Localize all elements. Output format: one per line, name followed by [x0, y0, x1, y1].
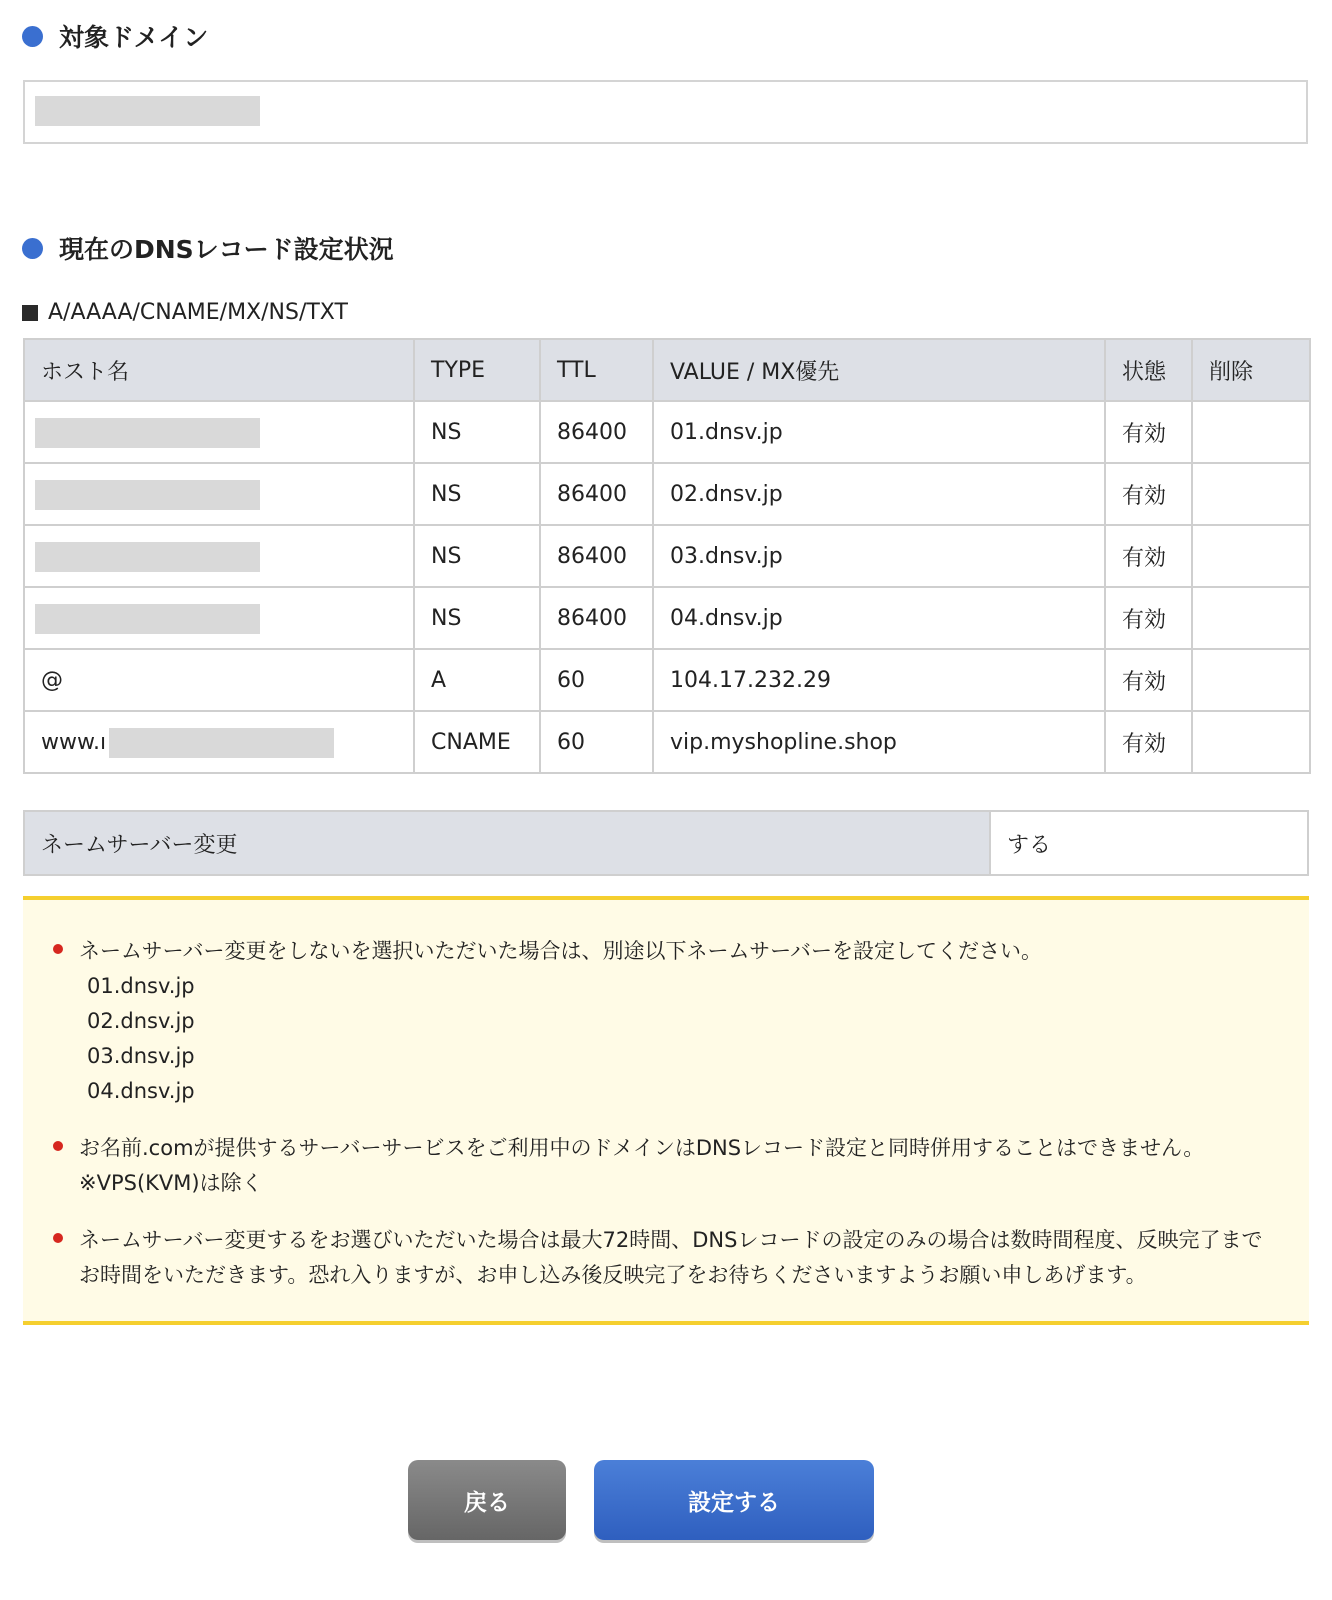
type-cell: A [414, 649, 540, 711]
status-cell: 有効 [1105, 401, 1192, 463]
bullet-dot-icon [22, 26, 43, 47]
delete-cell [1192, 463, 1310, 525]
host-cell: @ [24, 649, 414, 711]
value-cell: 01.dnsv.jp [653, 401, 1105, 463]
table-header-row [24, 339, 1310, 401]
status-cell: 有効 [1105, 525, 1192, 587]
record-types-label [22, 300, 348, 325]
notice-item [53, 1131, 1279, 1201]
ttl-cell: 86400 [540, 463, 653, 525]
host-cell [24, 711, 414, 773]
value-cell: 03.dnsv.jp [653, 525, 1105, 587]
header-type: TYPE [414, 339, 540, 401]
square-bullet-icon [22, 305, 38, 321]
header-ttl: TTL [540, 339, 653, 401]
host-cell [24, 525, 414, 587]
nameserver-3: 03.dnsv.jp [87, 1044, 195, 1068]
redacted-host [35, 480, 260, 510]
type-cell: NS [414, 587, 540, 649]
ttl-cell: 60 [540, 711, 653, 773]
notice-item-text: お名前.comが提供するサーバーサービスをご利用中のドメインはDNSレコード設定と同時併用することはできません。 [79, 1136, 1205, 1160]
host-cell [24, 587, 414, 649]
bullet-dot-icon [22, 238, 43, 259]
nameserver-change-label: ネームサーバー変更 [25, 812, 991, 874]
redacted-host [35, 542, 260, 572]
value-cell: vip.myshopline.shop [653, 711, 1105, 773]
submit-button[interactable]: 設定する [594, 1460, 874, 1540]
type-cell: NS [414, 463, 540, 525]
ttl-cell: 86400 [540, 401, 653, 463]
target-domain-title: 対象ドメイン [59, 23, 209, 52]
header-value: VALUE / MX優先 [653, 339, 1105, 401]
status-cell: 有効 [1105, 649, 1192, 711]
host-text: www.ı [41, 729, 107, 755]
dns-records-table [23, 338, 1311, 774]
redacted-host [35, 418, 260, 448]
delete-cell [1192, 525, 1310, 587]
value-cell: 104.17.232.29 [653, 649, 1105, 711]
status-cell: 有効 [1105, 463, 1192, 525]
table-row [24, 649, 1310, 711]
notice-item [53, 934, 1279, 1109]
notice-item-text: ネームサーバー変更するをお選びいただいた場合は最大72時間、DNSレコードの設定のみの場合は数時間程度、反映完了までお時間をいただきます。恐れ入りますが、お申し込み後反映完了をお待ちくださいますようお願い申しあげます。 [79, 1228, 1263, 1287]
value-cell: 04.dnsv.jp [653, 587, 1105, 649]
back-button[interactable]: 戻る [408, 1460, 566, 1540]
table-row [24, 463, 1310, 525]
value-cell: 02.dnsv.jp [653, 463, 1105, 525]
ttl-cell: 86400 [540, 525, 653, 587]
delete-cell [1192, 587, 1310, 649]
status-cell: 有効 [1105, 711, 1192, 773]
nameserver-change-row [23, 810, 1309, 876]
type-cell: NS [414, 525, 540, 587]
delete-cell [1192, 401, 1310, 463]
type-cell: CNAME [414, 711, 540, 773]
table-row [24, 525, 1310, 587]
host-cell [24, 401, 414, 463]
status-cell: 有効 [1105, 587, 1192, 649]
notice-item [53, 1223, 1279, 1293]
header-host: ホスト名 [24, 339, 414, 401]
notice-item-text: ネームサーバー変更をしないを選択いただいた場合は、別途以下ネームサーバーを設定してください。 [79, 939, 1043, 963]
target-domain-box [23, 80, 1308, 144]
table-row [24, 587, 1310, 649]
redacted-host [109, 728, 334, 758]
record-types-text: A/AAAA/CNAME/MX/NS/TXT [48, 300, 348, 325]
redacted-domain [35, 96, 260, 126]
dns-status-title: 現在のDNSレコード設定状況 [59, 235, 394, 264]
table-row [24, 711, 1310, 773]
dns-status-heading [22, 230, 394, 266]
delete-cell [1192, 711, 1310, 773]
notice-item-note: ※VPS(KVM)は除く [79, 1171, 263, 1195]
target-domain-heading [22, 18, 208, 54]
ttl-cell: 60 [540, 649, 653, 711]
header-status: 状態 [1105, 339, 1192, 401]
delete-cell [1192, 649, 1310, 711]
type-cell: NS [414, 401, 540, 463]
nameserver-1: 01.dnsv.jp [87, 974, 195, 998]
header-delete: 削除 [1192, 339, 1310, 401]
nameserver-change-value: する [991, 812, 1307, 874]
redacted-host [35, 604, 260, 634]
nameserver-4: 04.dnsv.jp [87, 1079, 195, 1103]
table-row [24, 401, 1310, 463]
ttl-cell: 86400 [540, 587, 653, 649]
nameserver-2: 02.dnsv.jp [87, 1009, 195, 1033]
notice-box [23, 896, 1309, 1325]
host-cell [24, 463, 414, 525]
